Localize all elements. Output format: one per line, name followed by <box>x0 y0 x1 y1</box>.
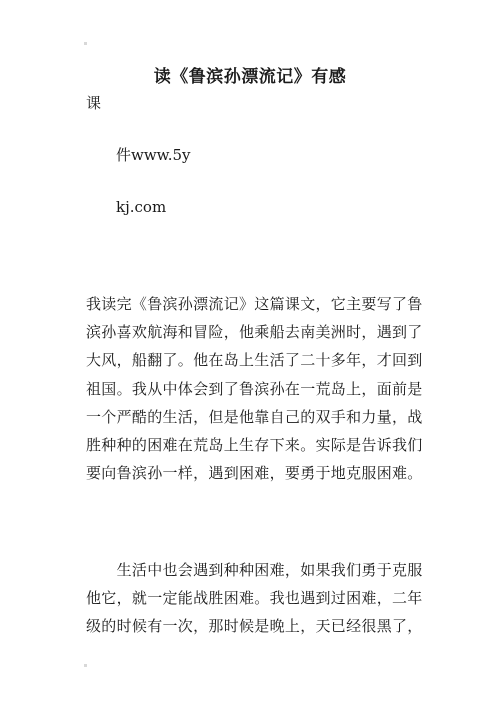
paragraph-line: 祖国。我从中体会到了鲁滨孙在一荒岛上，面前是 <box>86 379 423 398</box>
corner-mark-top <box>84 42 87 45</box>
paragraph-line: 胜种种的困难在荒岛上生存下来。实际是告诉我们 <box>86 436 423 455</box>
paragraph-line: 我读完《鲁滨孙漂流记》这篇课文，它主要写了鲁 <box>86 295 423 313</box>
paragraph-line: 级的时候有一次，那时候是晚上，天已经很黑了， <box>86 617 423 636</box>
document-title: 读《鲁滨孙漂流记》有感 <box>153 67 347 87</box>
paragraph-line: 滨孙喜欢航海和冒险，他乘船去南美洲时，遇到了 <box>86 323 423 342</box>
paragraph-2 <box>86 556 426 641</box>
paragraph-line: 要向鲁滨孙一样，遇到困难，要勇于地克服困难。 <box>86 464 423 483</box>
paragraph-1 <box>86 290 426 487</box>
intro-line-1: 课 <box>86 94 102 112</box>
paragraph-line: 生活中也会遇到种种困难，如果我们勇于克服 <box>86 561 423 579</box>
paragraph-line: 他它，就一定能战胜困难。我也遇到过困难，二年 <box>86 589 423 608</box>
corner-mark-bottom <box>84 664 87 667</box>
intro-line-2: 件www.5y <box>116 146 191 164</box>
paragraph-line: 一个严酷的生活，但是他靠自己的双手和力量，战 <box>86 407 423 426</box>
paragraph-line: 大风，船翻了。他在岛上生活了二十多年，才回到 <box>86 351 423 370</box>
intro-line-3: kj.com <box>116 198 167 216</box>
